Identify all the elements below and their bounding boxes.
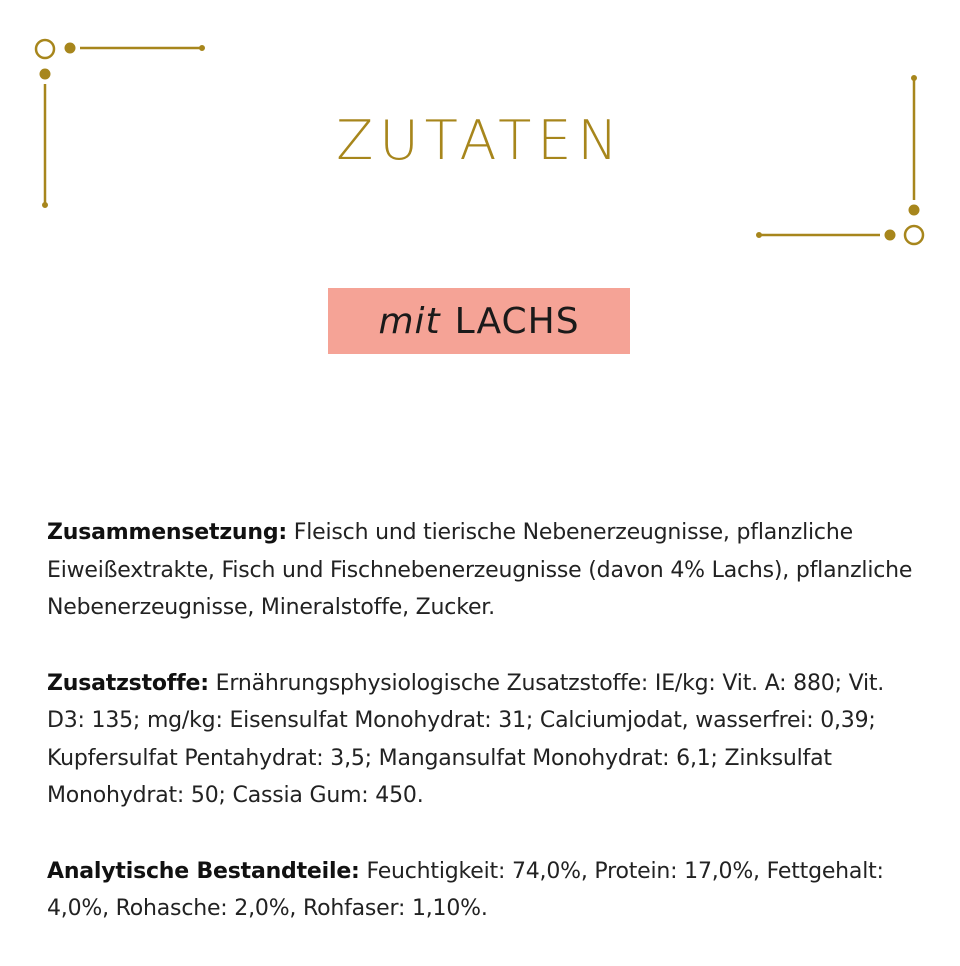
ingredients-content <box>47 514 927 966</box>
additives-label: Zusatzstoffe: <box>47 670 209 696</box>
analytical-text: Feuchtigkeit: 74,0%, Protein: 17,0%, Fettgehalt: 4,0%, Rohasche: 2,0%, Rohfaser: 1,10%. <box>47 858 884 921</box>
variant-badge <box>328 288 630 354</box>
composition-text: Fleisch und tierische Nebenerzeugnisse, pflanzliche Eiweißextrakte, Fisch und Fischnebenerzeugnisse (davon 4% Lachs), pflanzliche Nebenerzeugnisse, Mineralstoffe, Zucker. <box>47 520 913 620</box>
analytical-paragraph <box>47 853 927 928</box>
additives-paragraph <box>47 665 927 815</box>
badge-name: LACHS <box>454 300 580 342</box>
page-title: ZUTATEN <box>336 109 624 172</box>
badge-prefix: mit <box>378 300 441 342</box>
additives-text: Ernährungsphysiologische Zusatzstoffe: IE/kg: Vit. A: 880; Vit. D3: 135; mg/kg: Eisensulfat Monohydrat: 31; Calciumjodat, wasserfrei: 0,39; Kupfersulfat Pentahydrat: 3,5; Mangansulfat Monohydrat: 6,1; Zinksulfat Monohydrat: 50; Cassia Gum: 450. <box>47 670 885 808</box>
composition-label: Zusammensetzung: <box>47 520 287 545</box>
composition-paragraph <box>47 514 927 627</box>
analytical-label: Analytische Bestandteile: <box>47 858 360 884</box>
